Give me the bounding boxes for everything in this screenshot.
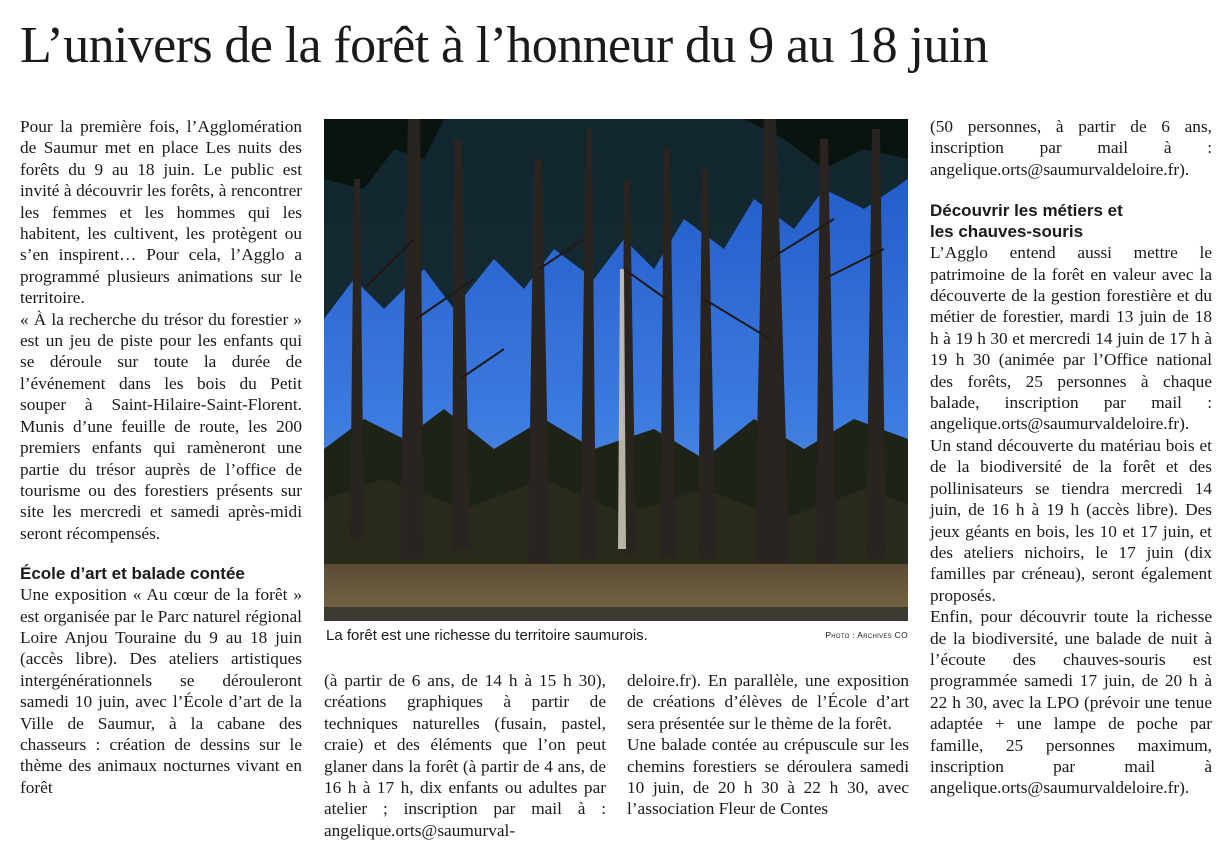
col4-paragraph-chauves-souris: Enfin, pour découvrir toute la richesse de la biodiversité, une balade de nuit à l’écoute des chauves-souris est programmée samedi 17 juin, de 20 h à 22 h 30, avec la LPO (prévoir une tenue adaptée + une lampe de poche par famille, 25 personnes maximum, inscription par mail à angelique.orts@saumurvaldeloire.fr).	[930, 607, 1212, 798]
article-headline: L’univers de la forêt à l’honneur du 9 au 18 juin	[20, 17, 988, 74]
col3-paragraph-parallel: deloire.fr). En parallèle, une exposition de créations d’élèves de l’École d’art sera présentée sur le thème de la forêt.	[627, 671, 909, 733]
col1-paragraph-treasure-hunt: « À la recherche du trésor du forestier » est un jeu de piste pour les enfants qui se déroule sur toute la durée de l’événement dans les bois du Petit souper à Saint-Hilaire-Saint-Florent. Munis d’une feuille de route, les 200 premiers enfants qui ramèneront une partie du trésor auprès de l’office de tourisme ou des forestiers présents sur site les mercredi et samedi après-midi seront récompensés.	[20, 309, 302, 543]
col3-paragraph-balade: Une balade contée au crépuscule sur les chemins forestiers se déroulera samedi 10 juin, de 20 h 30 à 22 h 30, avec l’association Fleur de Contes	[627, 735, 909, 819]
col1-paragraph-exhibition: Une exposition « Au cœur de la forêt » est organisée par le Parc naturel régional Loire Anjou Touraine du 9 au 18 juin (accès libre). Des ateliers artistiques intergénérationnels se dérouleront samedi 10 juin, avec l’École d’art de la Ville de Saumur, à la cabane des chasseurs : création de dessins sur le thème des animaux nocturnes vivant en forêt	[20, 585, 302, 797]
subhead-metiers: Découvrir les métiers et les chauves-souris	[930, 201, 1123, 242]
article-column-3	[627, 670, 909, 820]
subhead-art-school: École d’art et balade contée	[20, 564, 245, 584]
col2-paragraph: (à partir de 6 ans, de 14 h à 15 h 30), créations graphiques à partir de techniques naturelles (fusain, pastel, craie) et des éléments que l’on peut glaner dans la forêt (à partir de 4 ans, de 16 h à 17 h, dix enfants ou adultes par atelier ; inscription par mail à : angelique.orts@saumurval-	[324, 671, 606, 840]
article-column-1	[20, 116, 302, 798]
forest-photo	[324, 119, 908, 621]
col4-paragraph-patrimoine: L’Agglo entend aussi mettre le patrimoine de la forêt en valeur avec la découverte de la gestion forestière et du métier de forestier, mardi 13 juin de 18 h à 19 h 30 et mercredi 14 juin de 17 h à 19 h 30 (animée par l’Office national des forêts, 25 personnes à chaque balade, inscription par mail : angelique.orts@saumurvaldeloire.fr). Un stand découverte du matériau bois et de la biodiversité de la forêt et des pollinisateurs se tiendra mercredi 14 juin, de 16 h à 19 h (accès libre). Des jeux géants en bois, les 10 et 17 juin, et des ateliers nichoirs, le 17 juin (dix familles par créneau), seront également proposés.	[930, 243, 1212, 605]
photo-caption-bar	[324, 626, 908, 648]
forest-illustration	[324, 119, 908, 621]
photo-credit: Photo : Archives CO	[825, 630, 908, 640]
photo-caption: La forêt est une richesse du territoire saumurois.	[326, 627, 648, 644]
col1-paragraph-intro: Pour la première fois, l’Agglomération de Saumur met en place Les nuits des forêts du 9 au 18 juin. Le public est invité à découvrir les forêts, à rencontrer les femmes et les hommes qui les habitent, les cultivent, les protègent ou s’en inspirent… Pour cela, l’Agglo a programmé plusieurs animations sur le territoire.	[20, 117, 302, 308]
col4-paragraph-registration: (50 personnes, à partir de 6 ans, inscription par mail à : angelique.orts@saumurvaldeloire.fr).	[930, 117, 1212, 179]
article-column-4	[930, 116, 1212, 799]
article-column-2	[324, 670, 606, 841]
